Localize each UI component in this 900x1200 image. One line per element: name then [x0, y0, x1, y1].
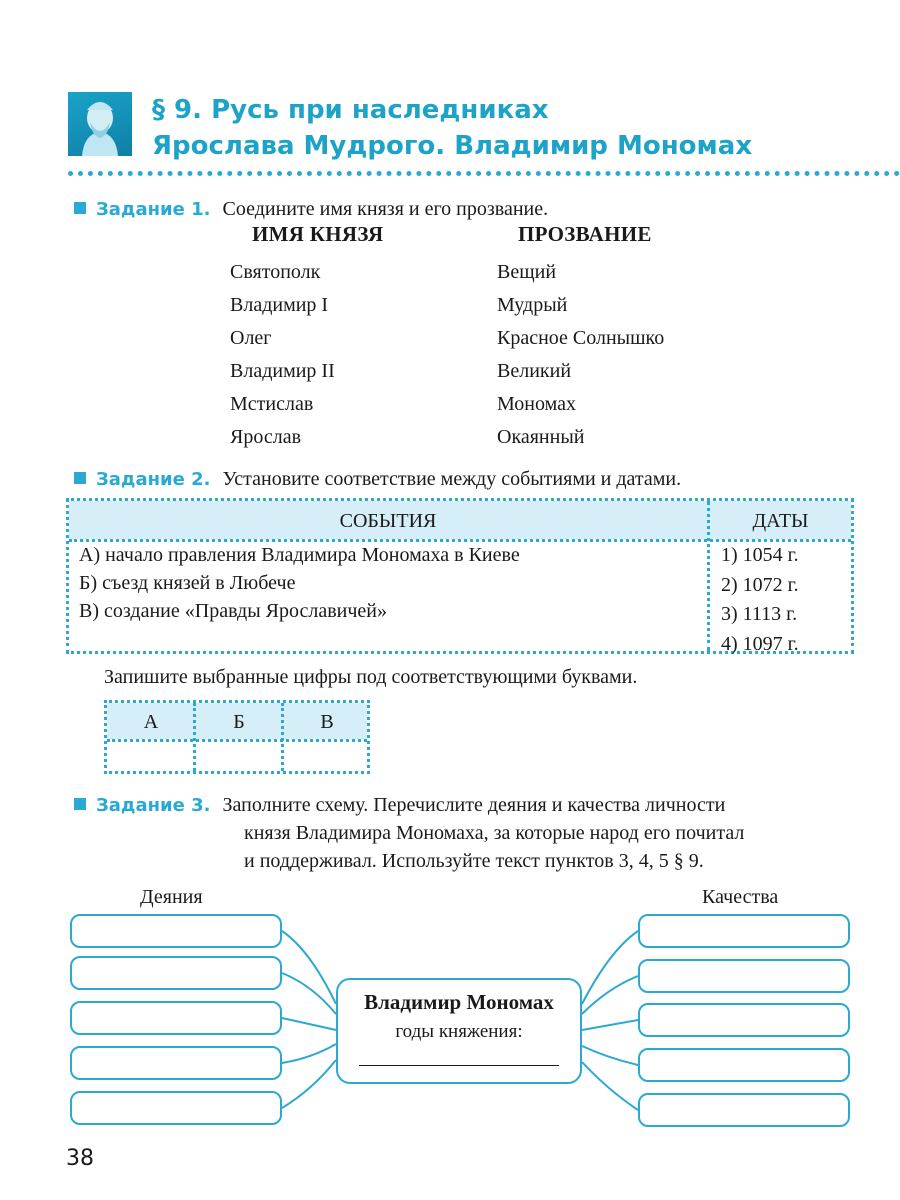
prince-name[interactable]: Олег [230, 327, 272, 349]
deed-field-5[interactable] [70, 1091, 282, 1125]
date-item: 3) 1113 г. [721, 603, 798, 625]
quality-field-2[interactable] [638, 959, 850, 993]
prince-title[interactable]: Мудрый [497, 294, 568, 316]
prince-title[interactable]: Великий [497, 360, 572, 382]
prince-name[interactable]: Владимир II [230, 360, 335, 382]
prince-name[interactable]: Ярослав [230, 426, 302, 448]
center-title: Владимир Мономах [364, 990, 554, 1014]
prince-name[interactable]: Мстислав [230, 393, 314, 415]
section-title-line2: Ярослава Мудрого. Владимир Мономах [152, 131, 753, 161]
date-item: 4) 1097 г. [721, 632, 799, 655]
task2-label: Задание 2. [96, 469, 211, 490]
names-column-header: ИМЯ КНЯЗЯ [252, 222, 384, 246]
task3-text-line3: и поддерживал. Используйте текст пунктов 3, 4, 5 § 9. [244, 850, 704, 872]
quality-field-1[interactable] [638, 914, 850, 948]
answer-letter-a: А [143, 711, 159, 733]
answer-letter-b: Б [233, 711, 245, 733]
quality-field-3[interactable] [638, 1003, 850, 1037]
prince-title[interactable]: Мономах [497, 393, 577, 415]
event-item: А) начало правления Владимира Мономаха в Киеве [79, 544, 520, 566]
prince-name[interactable]: Святополк [230, 261, 321, 283]
deeds-label: Деяния [140, 886, 203, 908]
prince-title[interactable]: Вещий [497, 261, 557, 283]
center-box [336, 978, 582, 1084]
deed-field-1[interactable] [70, 914, 282, 948]
answer-instruction: Запишите выбранные цифры под соответствующими буквами. [104, 666, 638, 688]
reign-years-field[interactable] [359, 1057, 559, 1066]
task3-label: Задание 3. [96, 795, 211, 816]
task1-text: Соедините имя князя и его прозвание. [222, 198, 549, 220]
dates-header: ДАТЫ [752, 510, 809, 532]
task3-text-line2: князя Владимира Мономаха, за которые народ его почитал [244, 822, 745, 844]
date-item: 1) 1054 г. [721, 544, 799, 566]
answer-letter-v: В [320, 711, 334, 733]
prince-title[interactable]: Красное Солнышко [497, 327, 665, 349]
section-title-line1: § 9. Русь при наследниках [152, 95, 549, 125]
task2-text: Установите соответствие между событиями и датами. [222, 468, 682, 490]
task1-label: Задание 1. [96, 199, 211, 220]
deed-field-4[interactable] [70, 1046, 282, 1080]
event-item: Б) съезд князей в Любече [79, 572, 296, 594]
deed-field-3[interactable] [70, 1001, 282, 1035]
prince-name[interactable]: Владимир I [230, 294, 329, 316]
titles-column-header: ПРОЗВАНИЕ [518, 222, 652, 246]
quality-field-5[interactable] [638, 1093, 850, 1127]
date-item: 2) 1072 г. [721, 573, 799, 596]
quality-field-4[interactable] [638, 1048, 850, 1082]
task3-text-line1: Заполните схему. Перечислите деяния и качества личности [222, 794, 726, 816]
page-number: 38 [66, 1146, 94, 1171]
center-subtitle: годы княжения: [395, 1021, 523, 1042]
prince-title[interactable]: Окаянный [497, 426, 585, 448]
qualities-label: Качества [702, 886, 779, 908]
events-header: СОБЫТИЯ [339, 510, 437, 532]
deed-field-2[interactable] [70, 956, 282, 990]
event-item: В) создание «Правды Ярославичей» [79, 600, 387, 622]
